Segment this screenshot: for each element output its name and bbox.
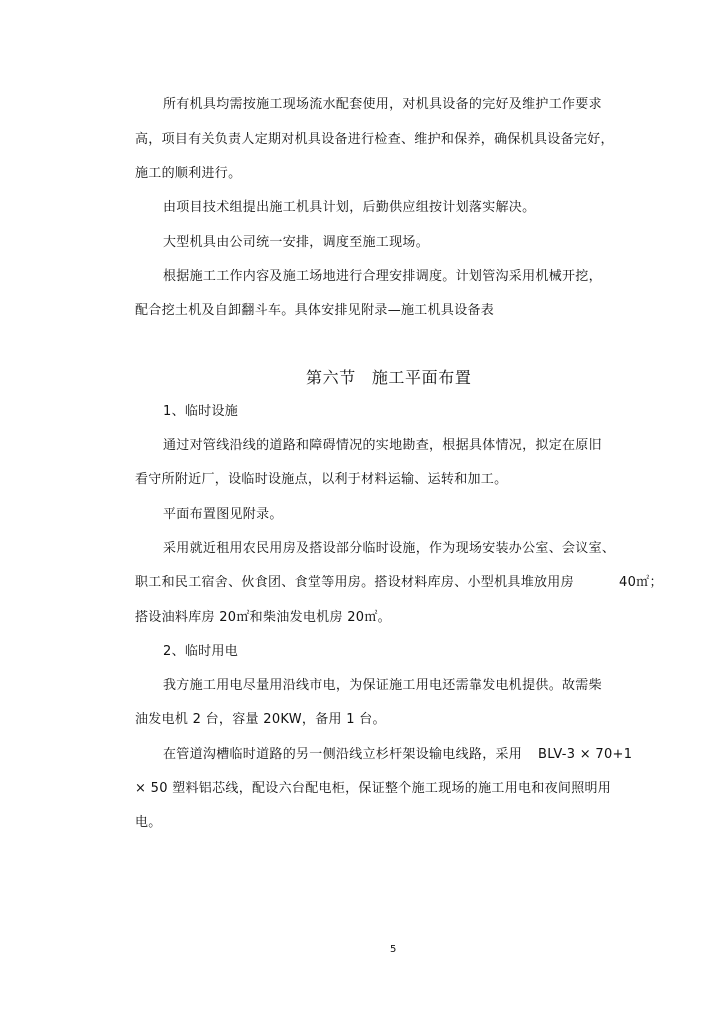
paragraph-line: 所有机具均需按施工现场流水配套使用，对机具设备的完好及维护工作要求 (163, 97, 602, 112)
paragraph-line: 配合挖土机及自卸翻斗车。具体安排见附录—施工机具设备表 (135, 303, 495, 318)
section-title (306, 368, 471, 388)
paragraph-line: 高，项目有关负责人定期对机具设备进行检查、维护和保养，确保机具设备完好， (135, 132, 614, 147)
page-number: 5 (390, 944, 397, 955)
paragraph-line: 根据施工工作内容及施工场地进行合理安排调度。计划管沟采用机械开挖， (163, 269, 602, 284)
paragraph-line: 油发电机 2 台，容量 20KW，备用 1 台。 (135, 712, 386, 727)
paragraph-line: 看守所附近厂，设临时设施点，以利于材料运输、运转和加工。 (135, 472, 508, 487)
paragraph-line: 在管道沟槽临时道路的另一侧沿线立杉杆架设输电线路，采用 (163, 747, 523, 762)
section-title-text: 施工平面布置 (371, 368, 472, 387)
paragraph-line: 采用就近租用农民用房及搭设部分临时设施，作为现场安装办公室、会议室、 (163, 541, 616, 556)
item-heading: 1、临时设施 (163, 404, 239, 419)
paragraph-line: 职工和民工宿舍、伙食团、食堂等用房。搭设材料库房、小型机具堆放用房 (135, 575, 574, 590)
item-heading: 2、临时用电 (163, 644, 239, 659)
area-value: 40㎡； (619, 575, 663, 590)
paragraph-line: 由项目技术组提出施工机具计划，后勤供应组按计划落实解决。 (163, 200, 536, 215)
cable-spec: BLV-3 × 70+1 (538, 747, 633, 762)
paragraph-line: 我方施工用电尽量用沿线市电，为保证施工用电还需靠发电机提供。故需柴 (163, 678, 602, 693)
paragraph-line: 搭设油料库房 20㎡和柴油发电机房 20㎡。 (135, 610, 391, 625)
paragraph-line: 通过对管线沿线的道路和障碍情况的实地勘查，根据具体情况，拟定在原旧 (163, 438, 602, 453)
section-title-number: 第六节 (306, 368, 356, 387)
paragraph-line: 平面布置图见附录。 (163, 507, 283, 522)
paragraph-line: 施工的顺利进行。 (135, 166, 242, 181)
paragraph-line: 大型机具由公司统一安排，调度至施工现场。 (163, 235, 430, 250)
paragraph-line: × 50 塑料铝芯线，配设六台配电柜，保证整个施工现场的施工用电和夜间照明用 (135, 781, 612, 796)
paragraph-line: 电。 (135, 815, 162, 830)
